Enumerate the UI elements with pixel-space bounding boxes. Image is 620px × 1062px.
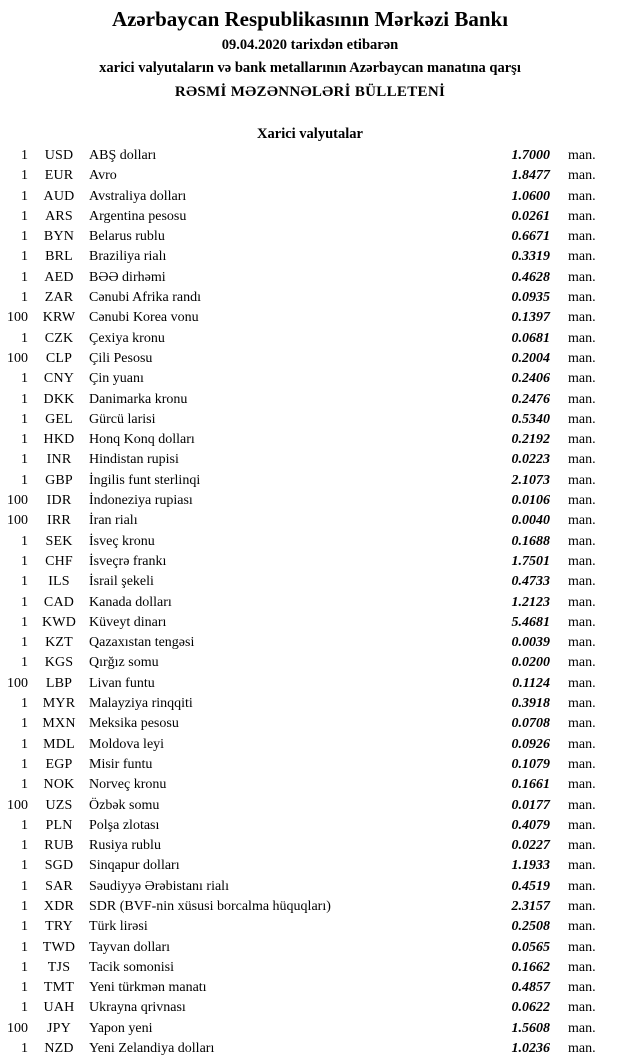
manat-unit-label: man.	[568, 493, 596, 509]
manat-unit-label: man.	[568, 208, 596, 224]
currency-quantity: 1	[21, 696, 28, 712]
currency-rate-row	[0, 308, 620, 328]
currency-code: TWD	[42, 939, 76, 955]
currency-name: Cənubi Korea vonu	[89, 310, 199, 326]
currency-rate: 0.2406	[511, 371, 550, 387]
manat-unit-label: man.	[568, 594, 596, 610]
currency-code: CZK	[44, 330, 74, 346]
currency-quantity: 100	[7, 310, 28, 326]
currency-quantity: 1	[21, 574, 28, 590]
currency-name: Çili Pesosu	[89, 350, 153, 366]
currency-quantity: 1	[21, 371, 28, 387]
manat-unit-label: man.	[568, 858, 596, 874]
currency-name: ABŞ dolları	[89, 148, 157, 163]
currency-rate: 0.1079	[511, 756, 550, 772]
manat-unit-label: man.	[568, 371, 596, 387]
currency-quantity: 1	[21, 411, 28, 427]
currency-rate: 0.2004	[511, 350, 550, 366]
currency-rate-row	[0, 410, 620, 430]
currency-name: Cənubi Afrika randı	[89, 290, 201, 306]
currency-rate-row	[0, 187, 620, 207]
currency-name: Çexiya kronu	[89, 330, 165, 346]
currency-code: HKD	[43, 432, 75, 448]
currency-quantity: 1	[21, 168, 28, 184]
currency-code: SAR	[45, 878, 73, 894]
currency-rate-row	[0, 349, 620, 369]
currency-name: Livan funtu	[89, 675, 155, 691]
manat-unit-label: man.	[568, 290, 596, 306]
currency-rate-row	[0, 674, 620, 694]
currency-rate-row	[0, 735, 620, 755]
currency-name: Özbək somu	[89, 797, 160, 813]
currency-rate-row	[0, 816, 620, 836]
currency-rate: 1.7501	[511, 553, 550, 569]
currency-code: GBP	[45, 472, 73, 488]
currency-rate: 0.0040	[511, 513, 550, 529]
currency-quantity: 1	[21, 594, 28, 610]
manat-unit-label: man.	[568, 736, 596, 752]
currency-rate-row	[0, 166, 620, 186]
manat-unit-label: man.	[568, 980, 596, 996]
currency-rate-row	[0, 552, 620, 572]
currency-quantity: 100	[7, 350, 28, 366]
document-header	[0, 0, 620, 102]
currency-rate: 0.0681	[511, 330, 550, 346]
currency-name: İsveç kronu	[89, 533, 155, 549]
currency-code: LBP	[45, 675, 73, 691]
currency-quantity: 1	[21, 898, 28, 914]
manat-unit-label: man.	[568, 533, 596, 549]
currency-quantity: 1	[21, 1041, 28, 1057]
currency-rate: 1.8477	[511, 168, 550, 184]
currency-name: Norveç kronu	[89, 777, 167, 793]
currency-code: SGD	[44, 858, 74, 874]
section-title-foreign-currencies: Xarici valyutalar	[257, 126, 363, 142]
currency-name: İndoneziya rupiası	[89, 493, 193, 509]
currency-name: Qazaxıstan tengəsi	[89, 635, 195, 651]
currency-rate: 0.0926	[511, 736, 550, 752]
currency-quantity: 1	[21, 736, 28, 752]
currency-quantity: 1	[21, 614, 28, 630]
currency-quantity: 1	[21, 553, 28, 569]
manat-unit-label: man.	[568, 310, 596, 326]
currency-rate: 0.4857	[511, 980, 550, 996]
manat-unit-label: man.	[568, 675, 596, 691]
currency-name: Sinqapur dolları	[89, 858, 180, 874]
currency-rate: 1.7000	[511, 148, 550, 163]
manat-unit-label: man.	[568, 229, 596, 245]
currency-code: CNY	[43, 371, 75, 387]
manat-unit-label: man.	[568, 655, 596, 671]
currency-quantity: 1	[21, 980, 28, 996]
currency-quantity: 100	[7, 513, 28, 529]
exchange-rates-table	[0, 146, 620, 1059]
currency-name: Misir funtu	[89, 756, 153, 772]
currency-name: Gürcü larisi	[89, 411, 156, 427]
currency-quantity: 1	[21, 919, 28, 935]
currency-rate: 0.4628	[511, 269, 550, 285]
currency-name: Braziliya rialı	[89, 249, 167, 265]
currency-rate-row	[0, 796, 620, 816]
currency-code: KWD	[41, 614, 77, 630]
currency-rate-row	[0, 511, 620, 531]
manat-unit-label: man.	[568, 898, 596, 914]
currency-code: BYN	[43, 229, 75, 245]
currency-rate-row	[0, 572, 620, 592]
currency-name: Çin yuanı	[89, 371, 144, 387]
currency-rate: 0.1661	[511, 777, 550, 793]
currency-rate-row	[0, 288, 620, 308]
currency-quantity: 1	[21, 249, 28, 265]
currency-quantity: 1	[21, 939, 28, 955]
manat-unit-label: man.	[568, 1041, 596, 1057]
manat-unit-label: man.	[568, 635, 596, 651]
currency-rate: 0.2508	[511, 919, 550, 935]
currency-code: UZS	[45, 797, 73, 813]
currency-rate-row	[0, 369, 620, 389]
manat-unit-label: man.	[568, 411, 596, 427]
manat-unit-label: man.	[568, 188, 596, 204]
currency-rate-row	[0, 877, 620, 897]
manat-unit-label: man.	[568, 817, 596, 833]
manat-unit-label: man.	[568, 432, 596, 448]
currency-quantity: 1	[21, 838, 28, 854]
currency-code: ILS	[48, 574, 70, 590]
manat-unit-label: man.	[568, 391, 596, 407]
currency-quantity: 1	[21, 148, 28, 163]
currency-rate-row	[0, 430, 620, 450]
currency-quantity: 1	[21, 1000, 28, 1016]
manat-unit-label: man.	[568, 249, 596, 265]
currency-rate: 0.4733	[511, 574, 550, 590]
currency-quantity: 1	[21, 716, 28, 732]
currency-rate: 0.1662	[511, 959, 550, 975]
currency-rate: 0.2476	[511, 391, 550, 407]
currency-name: İran rialı	[89, 513, 138, 529]
currency-quantity: 1	[21, 452, 28, 468]
currency-rate: 0.0935	[511, 290, 550, 306]
currency-quantity: 1	[21, 208, 28, 224]
currency-name: İngilis funt sterlinqi	[89, 472, 201, 488]
currency-code: MDL	[43, 736, 75, 752]
currency-rate: 1.2123	[511, 594, 550, 610]
currency-name: SDR (BVF-nin xüsusi borcalma hüquqları)	[89, 898, 331, 914]
manat-unit-label: man.	[568, 574, 596, 590]
currency-rate-row	[0, 775, 620, 795]
currency-rate: 1.1933	[511, 858, 550, 874]
currency-rate: 5.4681	[511, 614, 550, 630]
currency-name: BƏƏ dirhəmi	[89, 269, 166, 285]
currency-rate: 0.5340	[511, 411, 550, 427]
currency-rate-row	[0, 268, 620, 288]
currency-code: AUD	[43, 188, 75, 204]
currency-code: CAD	[43, 594, 75, 610]
currency-name: Rusiya rublu	[89, 838, 161, 854]
currency-rate: 0.0223	[511, 452, 550, 468]
currency-quantity: 1	[21, 655, 28, 671]
currency-name: Yeni türkmən manatı	[89, 980, 207, 996]
currency-quantity: 1	[21, 391, 28, 407]
currency-quantity: 1	[21, 533, 28, 549]
manat-unit-label: man.	[568, 148, 596, 163]
manat-unit-label: man.	[568, 939, 596, 955]
currency-rate-row	[0, 247, 620, 267]
currency-quantity: 1	[21, 959, 28, 975]
currency-rate-row	[0, 390, 620, 410]
currency-name: Malayziya rinqqiti	[89, 696, 193, 712]
currency-code: KZT	[45, 635, 73, 651]
currency-code: PLN	[45, 817, 73, 833]
currency-rate-row	[0, 938, 620, 958]
currency-rate-row	[0, 755, 620, 775]
currency-quantity: 100	[7, 675, 28, 691]
currency-name: Hindistan rupisi	[89, 452, 179, 468]
currency-rate: 0.0177	[511, 797, 550, 813]
currency-name: İsrail şekeli	[89, 574, 154, 590]
currency-code: ARS	[45, 208, 73, 224]
bank-name-title: Azərbaycan Respublikasının Mərkəzi Bankı	[111, 7, 509, 31]
currency-name: Avro	[89, 168, 117, 184]
currency-code: AED	[44, 269, 74, 285]
currency-rate: 0.0039	[511, 635, 550, 651]
effective-date-line: 09.04.2020 tarixdən etibarən	[221, 37, 399, 53]
currency-rate: 0.0261	[511, 208, 550, 224]
manat-unit-label: man.	[568, 350, 596, 366]
currency-name: Danimarka kronu	[89, 391, 188, 407]
currency-code: KGS	[44, 655, 74, 671]
currency-name: Yapon yeni	[89, 1020, 153, 1036]
currency-rate-row	[0, 998, 620, 1018]
currency-name: Səudiyyə Ərəbistanı rialı	[89, 878, 229, 894]
currency-code: USD	[44, 148, 74, 163]
currency-quantity: 1	[21, 269, 28, 285]
currency-rate: 2.3157	[511, 898, 550, 914]
currency-rate-row	[0, 714, 620, 734]
manat-unit-label: man.	[568, 919, 596, 935]
currency-rate-row	[0, 856, 620, 876]
currency-rate: 0.3319	[511, 249, 550, 265]
manat-unit-label: man.	[568, 696, 596, 712]
manat-unit-label: man.	[568, 472, 596, 488]
currency-code: BRL	[45, 249, 73, 265]
currency-code: SEK	[45, 533, 73, 549]
currency-rate-row	[0, 329, 620, 349]
currency-name: İsveçrə frankı	[89, 553, 167, 569]
manat-unit-label: man.	[568, 1000, 596, 1016]
currency-code: NZD	[44, 1041, 74, 1057]
currency-name: Kanada dolları	[89, 594, 172, 610]
currency-code: CLP	[45, 350, 73, 366]
currency-rate: 0.0565	[511, 939, 550, 955]
currency-quantity: 1	[21, 756, 28, 772]
currency-quantity: 100	[7, 493, 28, 509]
currency-quantity: 1	[21, 777, 28, 793]
currency-rate: 0.0227	[511, 838, 550, 854]
currency-rate-row	[0, 897, 620, 917]
currency-rate: 0.4079	[511, 817, 550, 833]
currency-rate-row	[0, 227, 620, 247]
currency-code: NOK	[43, 777, 75, 793]
currency-rate: 0.0200	[511, 655, 550, 671]
currency-rate-row	[0, 1019, 620, 1039]
currency-name: Küveyt dinarı	[89, 614, 167, 630]
currency-code: TMT	[43, 980, 75, 996]
currency-rate-row	[0, 613, 620, 633]
currency-code: TJS	[47, 959, 71, 975]
manat-unit-label: man.	[568, 878, 596, 894]
currency-quantity: 1	[21, 858, 28, 874]
currency-rate: 0.4519	[511, 878, 550, 894]
currency-code: MYR	[42, 696, 76, 712]
manat-unit-label: man.	[568, 838, 596, 854]
currency-rate-row	[0, 836, 620, 856]
manat-unit-label: man.	[568, 330, 596, 346]
currency-quantity: 1	[21, 188, 28, 204]
manat-unit-label: man.	[568, 756, 596, 772]
currency-rate: 0.1124	[512, 675, 550, 691]
manat-unit-label: man.	[568, 452, 596, 468]
currency-code: JPY	[47, 1020, 71, 1036]
currency-rate-row	[0, 491, 620, 511]
currency-quantity: 1	[21, 817, 28, 833]
currency-name: Avstraliya dolları	[89, 188, 187, 204]
currency-rate: 0.1397	[511, 310, 550, 326]
currency-code: GEL	[45, 411, 73, 427]
currency-rate-row	[0, 653, 620, 673]
currency-name: Meksika pesosu	[89, 716, 179, 732]
manat-unit-label: man.	[568, 1020, 596, 1036]
currency-rate: 0.3918	[511, 696, 550, 712]
currency-rate: 1.5608	[511, 1020, 550, 1036]
manat-unit-label: man.	[568, 513, 596, 529]
manat-unit-label: man.	[568, 553, 596, 569]
manat-unit-label: man.	[568, 777, 596, 793]
currency-name: Argentina pesosu	[89, 208, 187, 224]
currency-rate-row	[0, 532, 620, 552]
currency-name: Polşa zlotası	[89, 817, 160, 833]
manat-unit-label: man.	[568, 614, 596, 630]
currency-name: Qırğız somu	[89, 655, 159, 671]
currency-rate-row	[0, 450, 620, 470]
bulletin-title: RƏSMİ MƏZƏNNƏLƏRİ BÜLLETENİ	[174, 84, 446, 100]
currency-rate-row	[0, 958, 620, 978]
currency-rate-row	[0, 917, 620, 937]
currency-code: EUR	[44, 168, 74, 184]
currency-code: ZAR	[44, 290, 74, 306]
currency-rate: 0.2192	[511, 432, 550, 448]
currency-code: RUB	[44, 838, 74, 854]
manat-unit-label: man.	[568, 959, 596, 975]
currency-code: TRY	[45, 919, 73, 935]
currency-quantity: 100	[7, 1020, 28, 1036]
currency-quantity: 1	[21, 290, 28, 306]
currency-code: MXN	[42, 716, 76, 732]
currency-code: IDR	[46, 493, 72, 509]
currency-quantity: 1	[21, 229, 28, 245]
currency-rate: 1.0600	[511, 188, 550, 204]
currency-rate-row	[0, 146, 620, 166]
currency-code: EGP	[45, 756, 73, 772]
currency-code: CHF	[45, 553, 73, 569]
currency-name: Tacik somonisi	[89, 959, 174, 975]
currency-code: KRW	[42, 310, 76, 326]
currency-rate-row	[0, 593, 620, 613]
currency-code: UAH	[43, 1000, 75, 1016]
currency-rate-row	[0, 694, 620, 714]
manat-unit-label: man.	[568, 269, 596, 285]
currency-rate: 0.0708	[511, 716, 550, 732]
currency-rate-row	[0, 207, 620, 227]
currency-quantity: 1	[21, 432, 28, 448]
currency-rate: 0.1688	[511, 533, 550, 549]
currency-code: XDR	[43, 898, 75, 914]
currency-name: Belarus rublu	[89, 229, 165, 245]
currency-name: Ukrayna qrivnası	[89, 1000, 186, 1016]
currency-rate-row	[0, 1039, 620, 1059]
currency-quantity: 1	[21, 635, 28, 651]
currency-rate: 0.0106	[511, 493, 550, 509]
currency-rate: 2.1073	[511, 472, 550, 488]
currency-rate-row	[0, 471, 620, 491]
currency-quantity: 1	[21, 330, 28, 346]
currency-name: Moldova leyi	[89, 736, 165, 752]
currency-rate: 0.6671	[511, 229, 550, 245]
currency-code: DKK	[43, 391, 75, 407]
currency-quantity: 1	[21, 472, 28, 488]
currency-rate: 1.0236	[511, 1041, 550, 1057]
currency-code: IRR	[47, 513, 71, 529]
subject-line: xarici valyutaların və bank metallarının Azərbaycan manatına qarşı	[99, 60, 521, 76]
currency-quantity: 1	[21, 878, 28, 894]
currency-code: INR	[46, 452, 72, 468]
currency-rate-row	[0, 633, 620, 653]
currency-name: Honq Konq dolları	[89, 432, 195, 448]
manat-unit-label: man.	[568, 716, 596, 732]
currency-name: Yeni Zelandiya dolları	[89, 1041, 215, 1057]
manat-unit-label: man.	[568, 797, 596, 813]
currency-quantity: 100	[7, 797, 28, 813]
currency-rate-row	[0, 978, 620, 998]
manat-unit-label: man.	[568, 168, 596, 184]
currency-name: Tayvan dolları	[89, 939, 171, 955]
currency-rate: 0.0622	[511, 1000, 550, 1016]
currency-name: Türk lirəsi	[89, 919, 148, 935]
